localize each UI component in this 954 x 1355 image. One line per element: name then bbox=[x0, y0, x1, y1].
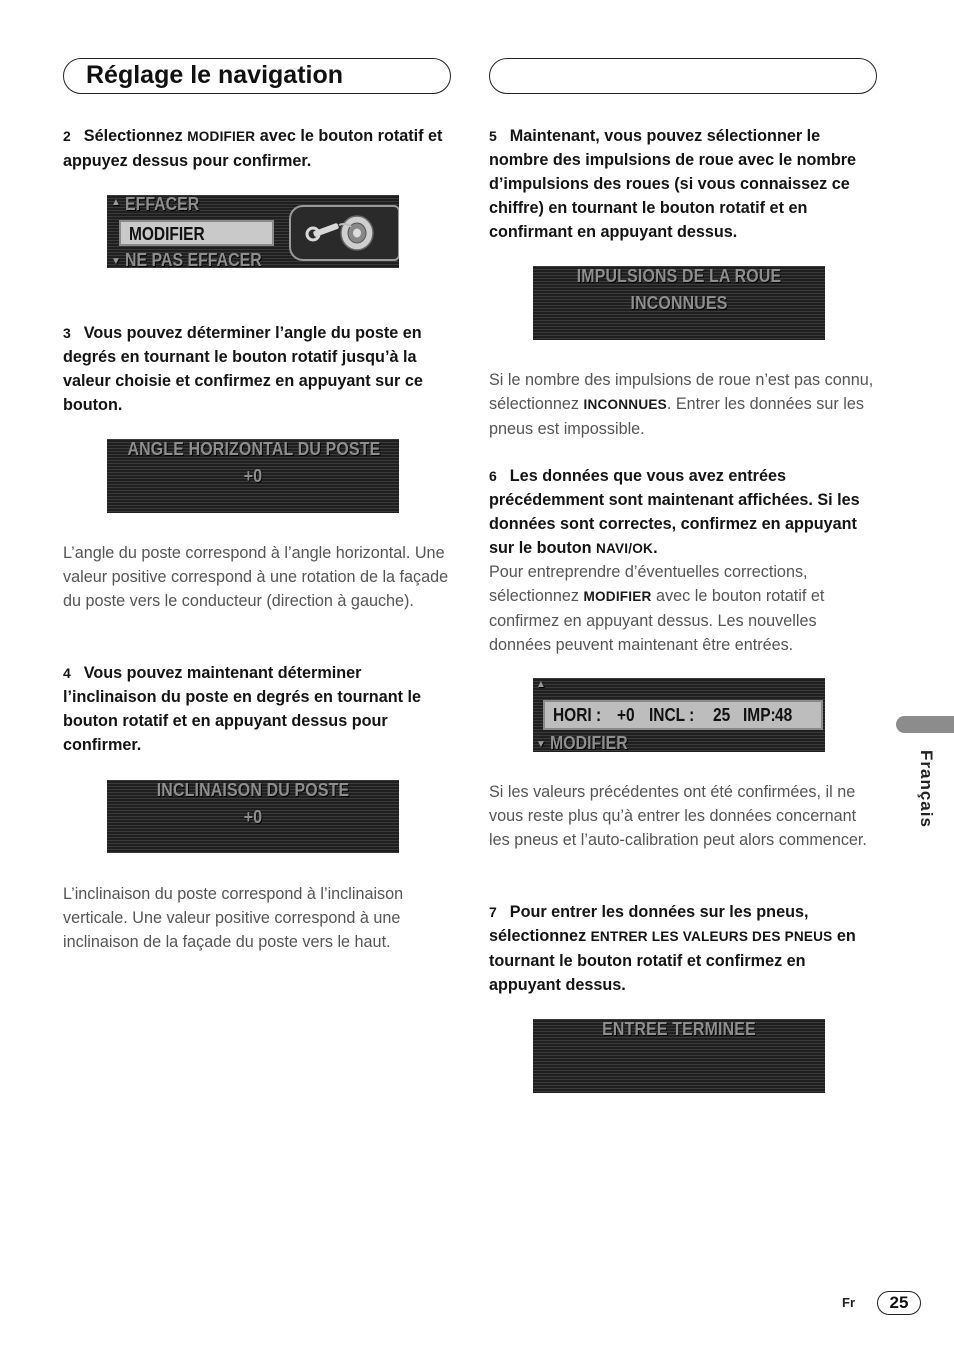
final-description: Si les valeurs précédentes ont été confirmées, il ne vous reste plus qu’à entrer les données concernant les pneus et l’auto-calibration peut alors commencer. bbox=[489, 783, 867, 849]
hori-label: HORI : bbox=[553, 705, 602, 725]
lcd-angle-display bbox=[107, 439, 399, 513]
lcd-summary-row bbox=[543, 700, 823, 730]
step-number: 4 bbox=[63, 665, 71, 681]
step-text: Maintenant, vous pouvez sélectionner le nombre des impulsions de roue avec le nombre d’impulsions des roues (si vous connaissez ce chiffre) en tournant le bouton rotatif et en confirmant en appuyant dessus. bbox=[489, 127, 857, 241]
lcd-imp-label: IMPULSIONS DE LA ROUE bbox=[576, 266, 782, 286]
arrow-down-icon: ▼ bbox=[536, 739, 546, 750]
header-title-box bbox=[63, 58, 451, 94]
arrow-up-icon: ▲ bbox=[536, 679, 546, 690]
lcd-menu-selected bbox=[119, 220, 274, 246]
hori-value: +0 bbox=[617, 705, 635, 725]
text-run: Si le nombre des impulsions de roue n’est pas connu, sélectionnez bbox=[489, 371, 874, 413]
incl-description: L’inclinaison du poste correspond à l’inclinaison verticale. Une valeur positive correspond à une inclinaison de la façade du poste vers le haut. bbox=[63, 885, 404, 951]
step-text: en tournant le bouton rotatif et confirmez en appuyant dessus. bbox=[489, 927, 856, 994]
wrench-tire-icon bbox=[291, 207, 398, 259]
arrow-down-icon: ▼ bbox=[111, 256, 121, 267]
lcd-angle-label: ANGLE HORIZONTAL DU POSTE bbox=[127, 439, 381, 459]
step-6 bbox=[489, 464, 881, 561]
page-number: 25 bbox=[877, 1291, 921, 1315]
language-label: Français bbox=[917, 750, 936, 828]
step-text: Sélectionnez bbox=[83, 127, 188, 145]
incl-value: 25 bbox=[713, 705, 731, 725]
imp-value: 48 bbox=[775, 705, 793, 725]
lcd-menu-selected-label: MODIFIER bbox=[129, 224, 205, 244]
step-2 bbox=[63, 124, 455, 173]
lcd-summary-display bbox=[533, 678, 825, 752]
step-number: 3 bbox=[63, 325, 71, 341]
incl-label: INCL : bbox=[649, 705, 695, 725]
menu-term: MODIFIER bbox=[187, 129, 256, 144]
lcd-incl-label: INCLINAISON DU POSTE bbox=[156, 780, 350, 800]
step-3 bbox=[63, 321, 455, 417]
footer-lang: Fr bbox=[842, 1295, 855, 1310]
menu-term: INCONNUES bbox=[583, 397, 667, 412]
step-number: 5 bbox=[489, 128, 497, 144]
menu-term: MODIFIER bbox=[583, 589, 652, 604]
step-4 bbox=[63, 661, 455, 757]
step-text: Vous pouvez maintenant déterminer l’inclinaison du poste en degrés en tournant le bouton rotatif et en appuyant dessus pour confirmer. bbox=[63, 664, 421, 754]
step-7 bbox=[489, 900, 881, 997]
button-term: NAVI/OK bbox=[596, 541, 654, 556]
text-run: Pour entreprendre d’éventuelles corrections, sélectionnez bbox=[489, 563, 808, 605]
lcd-imp-value: INCONNUES bbox=[630, 292, 728, 313]
lcd-angle-value: +0 bbox=[243, 465, 263, 486]
step-text: Les données que vous avez entrées précédemment sont maintenant affichées. Si les données sont correctes, confirmez en appuyant sur le bouton bbox=[489, 467, 860, 557]
step-5 bbox=[489, 124, 881, 244]
step-text: . bbox=[653, 539, 658, 557]
imp-label: IMP: bbox=[743, 705, 776, 725]
header-empty-box bbox=[489, 58, 877, 94]
lcd-incl-display bbox=[107, 780, 399, 853]
step-number: 7 bbox=[489, 904, 497, 920]
step-text: avec le bouton rotatif et appuyez dessus pour confirmer. bbox=[63, 127, 443, 170]
lcd-imp-display bbox=[533, 266, 825, 340]
imp-description bbox=[489, 368, 881, 441]
page-title: Réglage le navigation bbox=[86, 61, 344, 89]
step-number: 6 bbox=[489, 468, 497, 484]
lcd-done-display bbox=[533, 1019, 825, 1093]
tool-panel bbox=[289, 205, 399, 261]
lcd-done-label: ENTREE TERMINEE bbox=[602, 1019, 756, 1039]
angle-description: L’angle du poste correspond à l’angle horizontal. Une valeur positive correspond à une rotation de la façade du poste vers le conducteur (direction à gauche). bbox=[63, 544, 449, 610]
lcd-menu-top: EFFACER bbox=[125, 195, 200, 214]
lcd-menu-display bbox=[107, 195, 399, 268]
arrow-up-icon: ▲ bbox=[111, 197, 121, 208]
step-number: 2 bbox=[63, 128, 71, 144]
text-run: avec le bouton rotatif et confirmez en appuyant dessus. Les nouvelles données peuvent maintenant être entrées. bbox=[489, 587, 825, 654]
step-text: Pour entrer les données sur les pneus, sélectionnez bbox=[489, 903, 809, 945]
step-text: Vous pouvez déterminer l’angle du poste en degrés en tournant le bouton rotatif jusqu’à la valeur choisie et confirmez en appuyant sur ce bouton. bbox=[63, 324, 423, 414]
lcd-summary-bottom: MODIFIER bbox=[550, 732, 628, 752]
language-tab bbox=[896, 716, 954, 733]
lcd-menu-bottom: NE PAS EFFACER bbox=[125, 249, 262, 268]
lcd-incl-value: +0 bbox=[243, 806, 263, 827]
text-run: . Entrer les données sur les pneus est impossible. bbox=[489, 395, 864, 438]
menu-term: ENTRER LES VALEURS DES PNEUS bbox=[590, 929, 833, 944]
correction-description bbox=[489, 560, 881, 657]
